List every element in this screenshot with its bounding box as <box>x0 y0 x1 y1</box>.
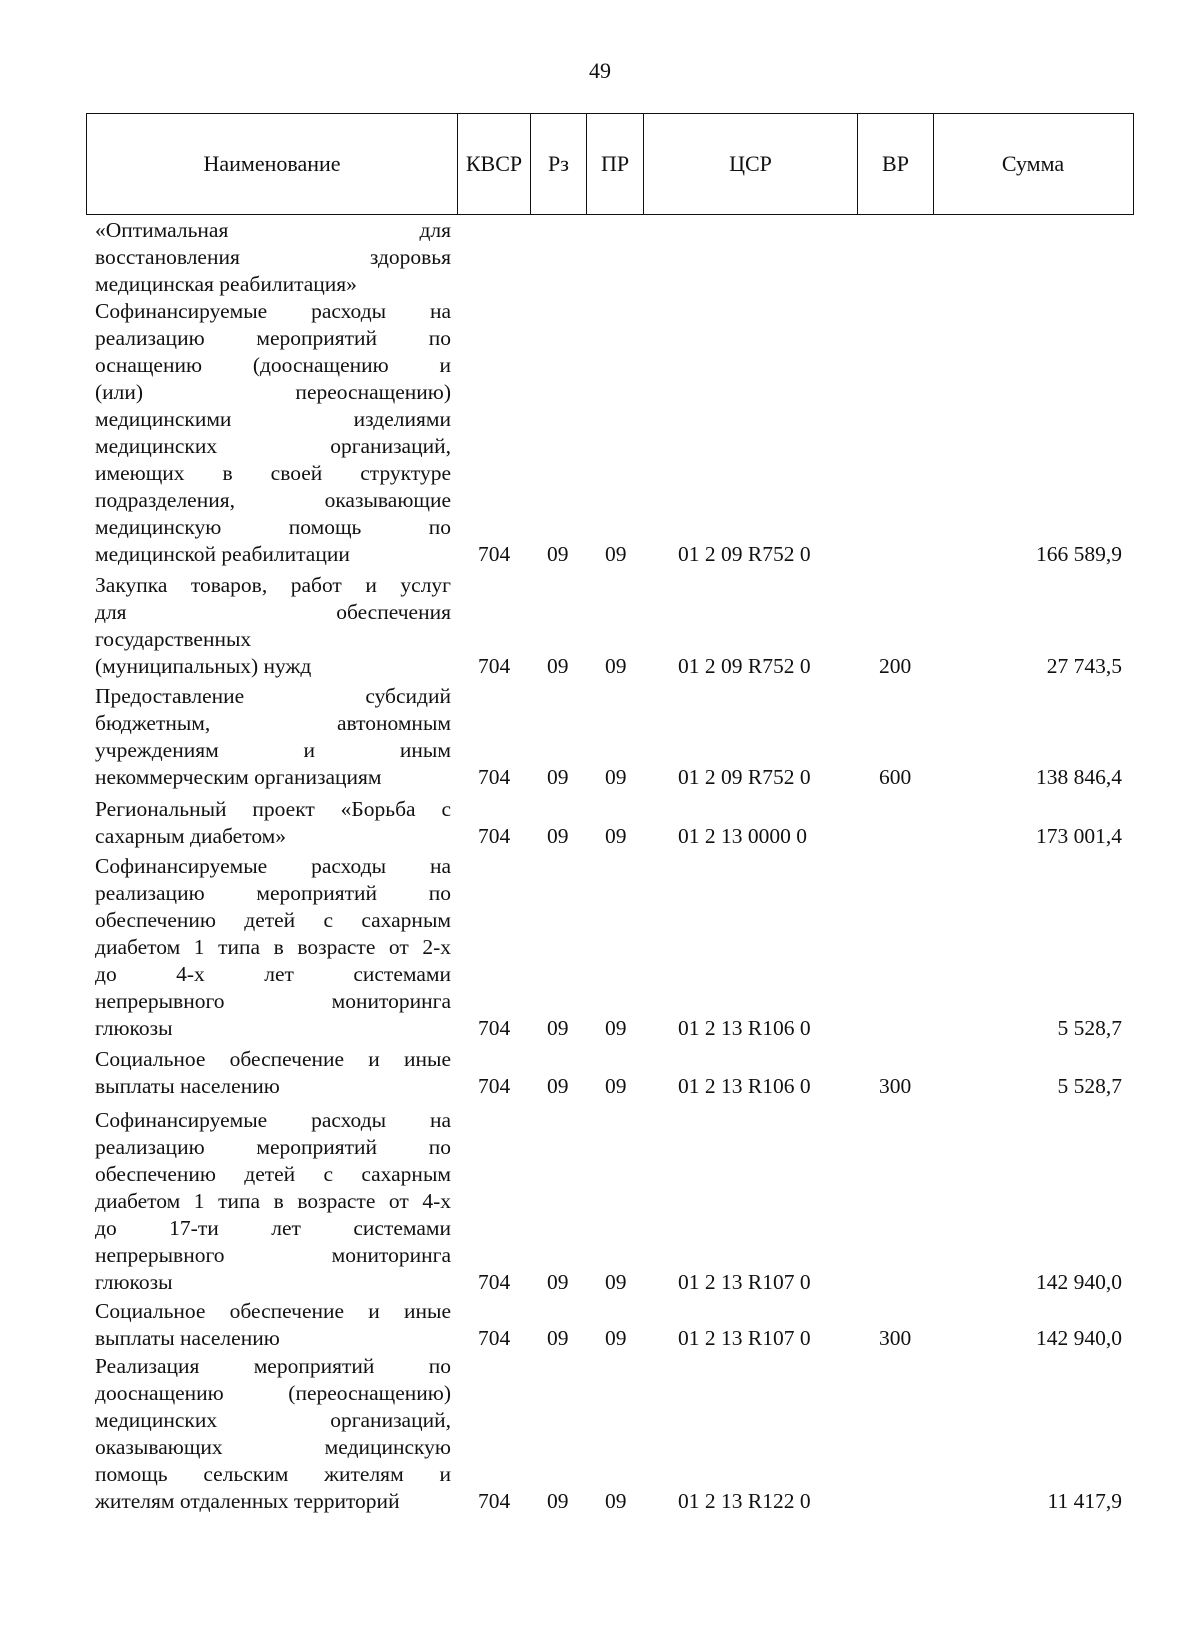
row-name-line: Предоставление субсидий <box>95 684 451 708</box>
row-name-line: Региональный проект «Борьба с <box>95 797 451 821</box>
row-name <box>95 853 451 1042</box>
row-name <box>95 217 451 298</box>
row-pr: 09 <box>605 1016 627 1040</box>
row-name-line: глюкозы <box>95 1270 173 1294</box>
row-name-line: Закупка товаров, работ и услуг <box>95 573 451 597</box>
row-name-line: Софинансируемые расходы на <box>95 299 451 323</box>
row-csr: 01 2 09 R752 0 <box>678 542 811 566</box>
row-csr: 01 2 13 0000 0 <box>678 824 807 848</box>
row-pr: 09 <box>605 765 627 789</box>
row-rz: 09 <box>547 542 569 566</box>
row-rz: 09 <box>547 1270 569 1294</box>
row-name-line: реализацию мероприятий по <box>95 326 451 350</box>
row-kvsr: 704 <box>478 1489 511 1513</box>
row-vr: 200 <box>879 654 912 678</box>
row-name-line: Реализация мероприятий по <box>95 1354 451 1378</box>
header-vr: ВР <box>857 114 933 214</box>
row-pr: 09 <box>605 1326 627 1350</box>
row-sum: 166 589,9 <box>1036 542 1122 566</box>
row-name <box>95 1046 451 1100</box>
row-pr: 09 <box>605 1489 627 1513</box>
row-name <box>95 1107 451 1296</box>
row-name-line: сахарным диабетом» <box>95 824 287 848</box>
row-name-line: «Оптимальная для <box>95 218 451 242</box>
row-sum: 5 528,7 <box>1057 1016 1122 1040</box>
row-name-line: медицинскими изделиями <box>95 407 451 431</box>
row-name-line: диабетом 1 типа в возрасте от 2-х <box>95 935 451 959</box>
row-name-line: выплаты населению <box>95 1326 280 1350</box>
row-sum: 173 001,4 <box>1036 824 1122 848</box>
row-name-line: выплаты населению <box>95 1074 280 1098</box>
row-rz: 09 <box>547 1326 569 1350</box>
row-sum: 27 743,5 <box>1046 654 1122 678</box>
row-kvsr: 704 <box>478 542 511 566</box>
page-number: 49 <box>589 58 611 83</box>
header-name: Наименование <box>203 151 341 176</box>
row-name-line: до 4-х лет системами <box>95 962 451 986</box>
row-name-line: Социальное обеспечение и иные <box>95 1047 451 1071</box>
row-name-line: непрерывного мониторинга <box>95 1243 451 1267</box>
row-sum: 142 940,0 <box>1036 1326 1122 1350</box>
table-header <box>86 113 1134 215</box>
row-csr: 01 2 09 R752 0 <box>678 654 811 678</box>
row-name-line: оснащению (дооснащению и <box>95 353 451 377</box>
row-name-line: обеспечению детей с сахарным <box>95 908 451 932</box>
row-csr: 01 2 13 R122 0 <box>678 1489 811 1513</box>
row-name-line: (муниципальных) нужд <box>95 654 312 678</box>
row-name <box>95 572 451 680</box>
row-name-line: жителям отдаленных территорий <box>95 1489 400 1513</box>
row-name-line: учреждениям и иным <box>95 738 451 762</box>
header-rz: Рз <box>530 114 586 214</box>
row-name <box>95 1298 451 1352</box>
row-name-line: медицинскую помощь по <box>95 515 451 539</box>
row-csr: 01 2 09 R752 0 <box>678 765 811 789</box>
row-rz: 09 <box>547 1074 569 1098</box>
row-csr: 01 2 13 R106 0 <box>678 1074 811 1098</box>
row-pr: 09 <box>605 1270 627 1294</box>
row-name-line: диабетом 1 типа в возрасте от 4-х <box>95 1189 451 1213</box>
row-pr: 09 <box>605 542 627 566</box>
row-vr: 300 <box>879 1074 912 1098</box>
row-name-line: до 17-ти лет системами <box>95 1216 451 1240</box>
row-csr: 01 2 13 R107 0 <box>678 1270 811 1294</box>
row-rz: 09 <box>547 824 569 848</box>
row-name-line: Социальное обеспечение и иные <box>95 1299 451 1323</box>
row-csr: 01 2 13 R106 0 <box>678 1016 811 1040</box>
row-name-line: Софинансируемые расходы на <box>95 1108 451 1132</box>
row-name-line: бюджетным, автономным <box>95 711 451 735</box>
row-name <box>95 683 451 791</box>
row-name-line: имеющих в своей структуре <box>95 461 451 485</box>
row-csr: 01 2 13 R107 0 <box>678 1326 811 1350</box>
row-rz: 09 <box>547 654 569 678</box>
row-kvsr: 704 <box>478 1016 511 1040</box>
row-name-line: глюкозы <box>95 1016 173 1040</box>
row-vr: 300 <box>879 1326 912 1350</box>
row-kvsr: 704 <box>478 1270 511 1294</box>
row-rz: 09 <box>547 765 569 789</box>
row-kvsr: 704 <box>478 654 511 678</box>
header-pr: ПР <box>586 114 643 214</box>
row-name-line: государственных <box>95 627 252 651</box>
row-name-line: реализацию мероприятий по <box>95 1135 451 1159</box>
row-name-line: медицинских организаций, <box>95 434 451 458</box>
row-name-line: реализацию мероприятий по <box>95 881 451 905</box>
row-pr: 09 <box>605 654 627 678</box>
row-name <box>95 796 451 850</box>
row-name-line: (или) переоснащению) <box>95 380 451 404</box>
row-sum: 142 940,0 <box>1036 1270 1122 1294</box>
header-sum: Сумма <box>933 114 1132 214</box>
row-kvsr: 704 <box>478 1074 511 1098</box>
row-name-line: оказывающих медицинскую <box>95 1435 451 1459</box>
row-kvsr: 704 <box>478 765 511 789</box>
row-name-line: восстановления здоровья <box>95 245 451 269</box>
row-pr: 09 <box>605 1074 627 1098</box>
header-kvsr: КВСР <box>457 114 530 214</box>
row-name-line: непрерывного мониторинга <box>95 989 451 1013</box>
row-name-line: подразделения, оказывающие <box>95 488 451 512</box>
row-rz: 09 <box>547 1016 569 1040</box>
row-sum: 11 417,9 <box>1047 1489 1122 1513</box>
row-name <box>95 298 451 568</box>
row-sum: 5 528,7 <box>1057 1074 1122 1098</box>
row-kvsr: 704 <box>478 1326 511 1350</box>
row-name-line: медицинских организаций, <box>95 1408 451 1432</box>
row-name <box>95 1353 451 1515</box>
row-name-line: обеспечению детей с сахарным <box>95 1162 451 1186</box>
row-name-line: медицинская реабилитация» <box>95 272 357 296</box>
row-pr: 09 <box>605 824 627 848</box>
row-rz: 09 <box>547 1489 569 1513</box>
row-name-line: дооснащению (переоснащению) <box>95 1381 451 1405</box>
row-vr: 600 <box>879 765 912 789</box>
row-name-line: для обеспечения <box>95 600 451 624</box>
row-name-line: некоммерческим организациям <box>95 765 382 789</box>
row-sum: 138 846,4 <box>1036 765 1122 789</box>
row-kvsr: 704 <box>478 824 511 848</box>
row-name-line: помощь сельским жителям и <box>95 1462 451 1486</box>
header-csr: ЦСР <box>643 114 857 214</box>
row-name-line: медицинской реабилитации <box>95 542 350 566</box>
row-name-line: Софинансируемые расходы на <box>95 854 451 878</box>
